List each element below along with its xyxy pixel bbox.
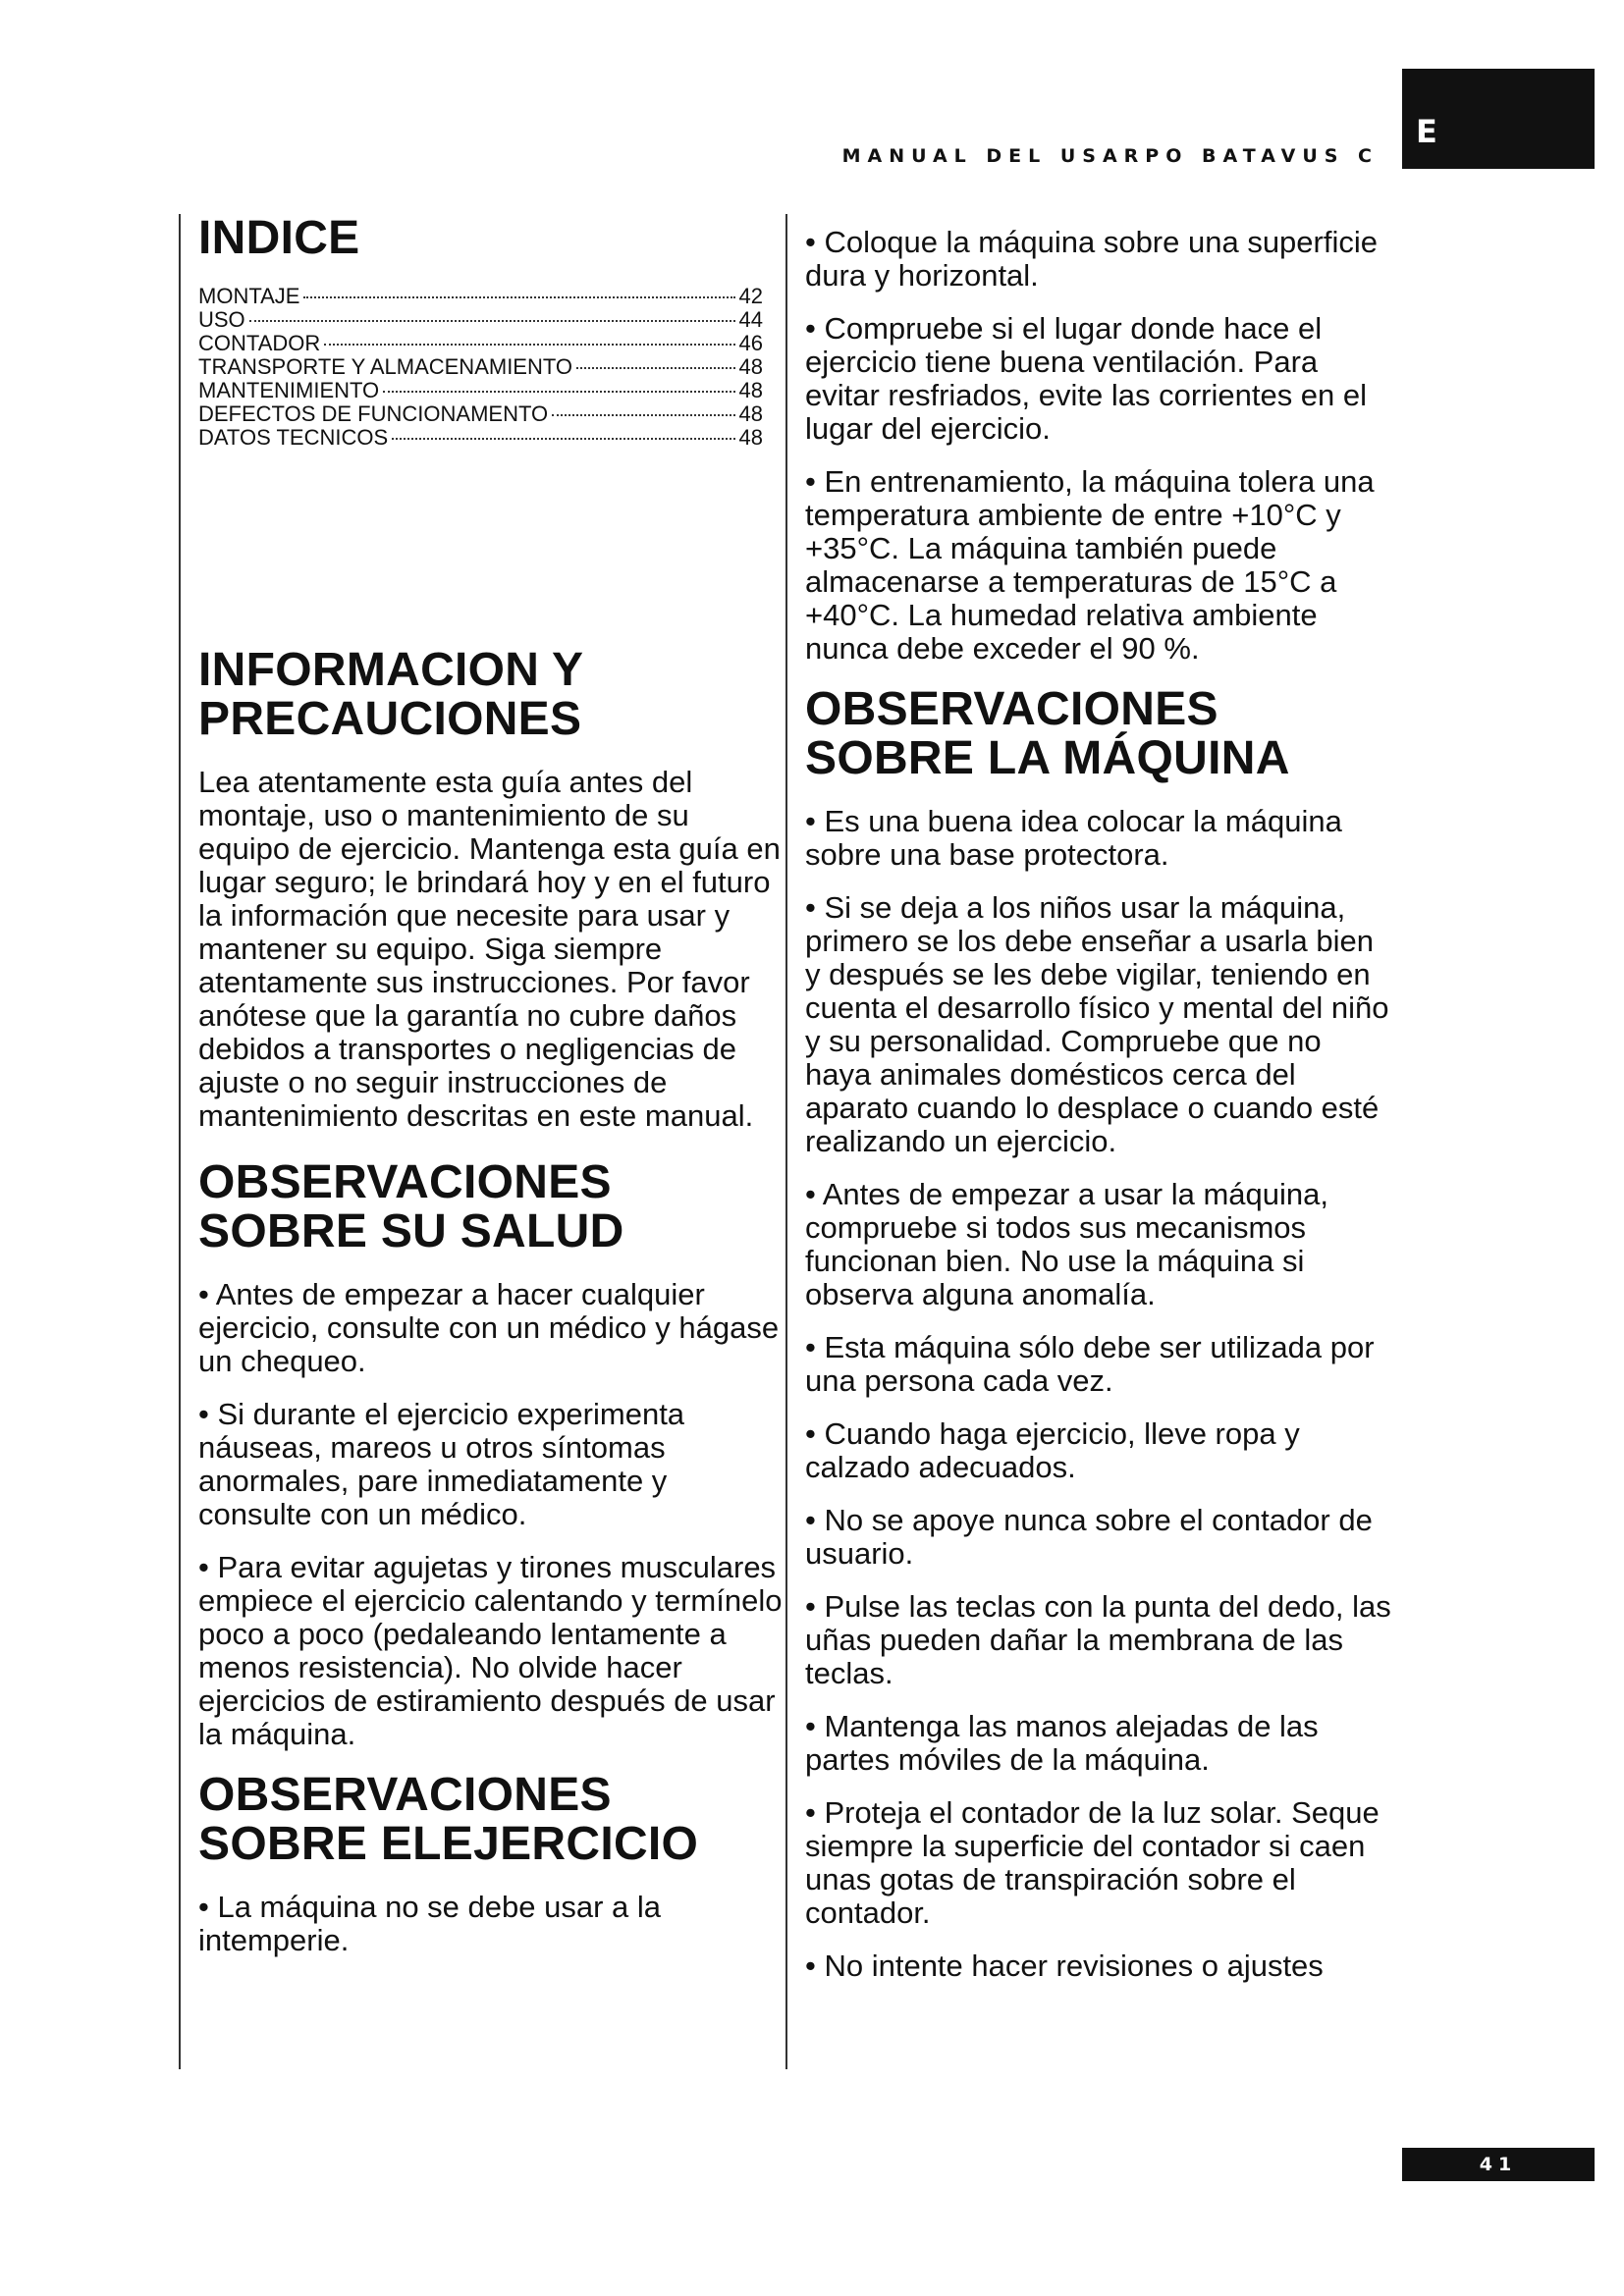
toc-item[interactable]: DEFECTOS DE FUNCIONAMENTO 48 [198,401,763,426]
right-column [785,214,1394,2069]
machine-bullet: • Pulse las teclas con la punta del dedo, las uñas pueden dañar la membrana de las teclas. [805,1589,1391,1690]
exercise-bullet: • Compruebe si el lugar donde hace el ejercicio tiene buena ventilación. Para evitar resfriados, evite las corrientes en el lugar del ejercicio. [805,311,1368,446]
exercise-bullet: • La máquina no se debe usar a la intemperie. [198,1890,662,1957]
toc-item[interactable]: USO 44 [198,307,763,332]
machine-bullet: • Es una buena idea colocar la máquina sobre una base protectora. [805,804,1342,872]
left-column [179,214,783,2069]
toc-item[interactable]: CONTADOR 46 [198,331,763,355]
toc-item[interactable]: MONTAJE 42 [198,284,763,308]
exercise-heading: OBSERVACIONES SOBRE ELEJERCICIO [198,1769,699,1870]
toc-item[interactable]: TRANSPORTE Y ALMACENAMIENTO 48 [198,354,763,379]
toc-item[interactable]: MANTENIMIENTO 48 [198,378,763,402]
health-heading: OBSERVACIONES SOBRE SU SALUD [198,1156,624,1257]
table-of-contents [198,285,763,450]
language-tab-label: E [1416,113,1437,150]
machine-bullet: • Si se deja a los niños usar la máquina, primero se los debe enseñar a usarla bien y después se les debe vigilar, teniendo en cuenta el desarrollo físico y mental del niño y su personalidad. Compruebe que no haya animales domésticos cerca del aparato cuando lo desplace o cuando esté realizando un ejercicio. [805,890,1389,1158]
machine-bullet: • Proteja el contador de la luz solar. Seque siempre la superficie del contador si caen unas gotas de transpiración sobre el contador. [805,1795,1380,1930]
machine-bullet: • No intente hacer revisiones o ajustes [805,1949,1324,1983]
machine-bullet: • Antes de empezar a usar la máquina, compruebe si todos sus mecanismos funcionan bien. No use la máquina si observa alguna anomalía. [805,1177,1328,1311]
running-header: MANUAL DEL USARPO BATAVUS C [841,145,1379,167]
health-bullet: • Antes de empezar a hacer cualquier ejercicio, consulte con un médico y hágase un chequeo. [198,1277,780,1378]
machine-bullet: • Cuando haga ejercicio, lleve ropa y calzado adecuados. [805,1416,1300,1484]
machine-bullet: • Mantenga las manos alejadas de las partes móviles de la máquina. [805,1709,1319,1777]
exercise-bullet: • En entrenamiento, la máquina tolera una temperatura ambiente de entre +10°C y +35°C. La máquina también puede almacenarse a temperaturas de 15°C a +40°C. La humedad relativa ambiente nunca debe exceder el 90 %. [805,464,1375,666]
exercise-bullet: • Coloque la máquina sobre una superficie dura y horizontal. [805,225,1378,293]
info-text: Lea atentamente esta guía antes del montaje, uso o mantenimiento de su equipo de ejercicio. Mantenga esta guía en lugar seguro; le brindará hoy y en el futuro la información que necesite para usar y mantener su equipo. Siga siempre atentamente sus instrucciones. Por favor anótese que la garantía no cubre daños debidos a transportes o negligencias de ajuste o no seguir instrucciones de mantenimiento descritas en este manual. [198,765,781,1133]
machine-heading: OBSERVACIONES SOBRE LA MÁQUINA [805,683,1290,784]
language-tab [1402,69,1595,169]
health-bullet: • Si durante el ejercicio experimenta náuseas, mareos u otros síntomas anormales, pare inmediatamente y consulte con un médico. [198,1397,685,1531]
info-heading: INFORMACION Y PRECAUCIONES [198,644,584,745]
health-bullet: • Para evitar agujetas y tirones musculares empiece el ejercicio calentando y termínelo poco a poco (pedaleando lentamente a menos resistencia). No olvide hacer ejercicios de estiramiento después de usar la máquina. [198,1550,783,1751]
machine-bullet: • No se apoye nunca sobre el contador de usuario. [805,1503,1373,1571]
page-number: 41 [1402,2148,1595,2181]
toc-item[interactable]: DATOS TECNICOS 48 [198,425,763,450]
index-heading: INDICE [198,212,360,264]
machine-bullet: • Esta máquina sólo debe ser utilizada por una persona cada vez. [805,1330,1375,1398]
